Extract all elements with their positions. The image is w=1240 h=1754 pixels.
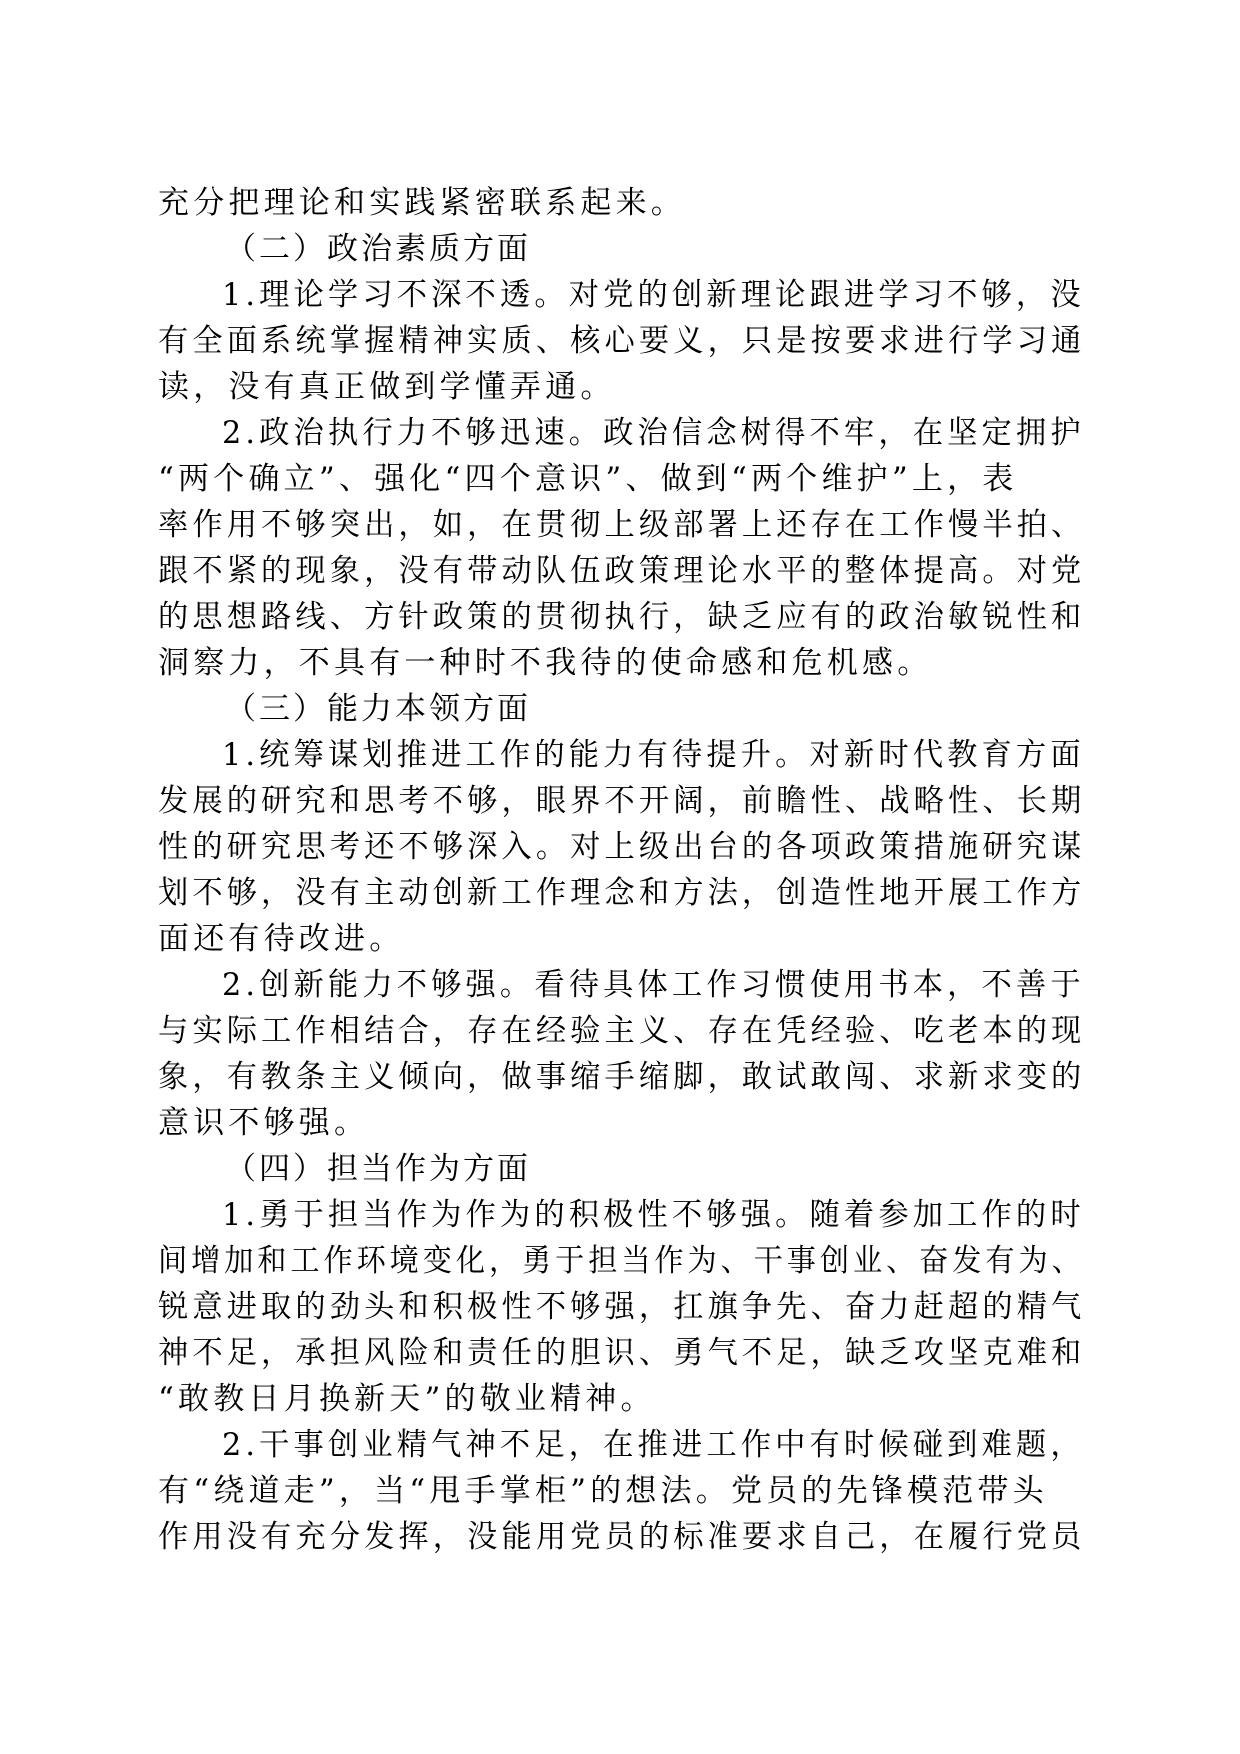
text-line: 神不足，承担风险和责任的胆识、勇气不足，缺乏攻坚克难和 — [158, 1335, 1086, 1371]
section-heading: （二）政治素质方面 — [225, 231, 531, 267]
text-line: 与实际工作相结合，存在经验主义、存在凭经验、吃老本的现 — [158, 1013, 1086, 1049]
text-line: 性的研究思考还不够深入。对上级出台的各项政策措施研究谋 — [158, 829, 1086, 865]
text-line: 2.政治执行力不够迅速。政治信念树得不牢，在坚定拥护 — [222, 415, 1085, 451]
text-line: 1.统筹谋划推进工作的能力有待提升。对新时代教育方面 — [222, 737, 1085, 773]
text-line: 面还有待改进。 — [158, 921, 405, 957]
text-line: 充分把理论和实践紧密联系起来。 — [158, 185, 686, 221]
text-line: 跟不紧的现象，没有带动队伍政策理论水平的整体提高。对党 — [158, 553, 1086, 589]
section-heading: （四）担当作为方面 — [225, 1151, 531, 1187]
text-line: 2.干事创业精气神不足，在推进工作中有时候碰到难题， — [222, 1427, 1085, 1463]
text-line: 间增加和工作环境变化，勇于担当作为、干事创业、奋发有为、 — [158, 1243, 1085, 1279]
text-line: 1.勇于担当作为作为的积极性不够强。随着参加工作的时 — [222, 1197, 1085, 1233]
text-line: 意识不够强。 — [158, 1105, 370, 1141]
section-heading: （三）能力本领方面 — [225, 691, 531, 727]
text-line: 的思想路线、方针政策的贯彻执行，缺乏应有的政治敏锐性和 — [158, 599, 1086, 635]
text-line: 有全面系统掌握精神实质、核心要义，只是按要求进行学习通 — [158, 323, 1086, 359]
text-line: 1.理论学习不深不透。对党的创新理论跟进学习不够，没 — [222, 277, 1085, 313]
text-line: “敢教日月换新天”的敬业精神。 — [158, 1381, 656, 1417]
text-line: 象，有教条主义倾向，做事缩手缩脚，敢试敢闯、求新求变的 — [158, 1059, 1086, 1095]
text-line: 划不够，没有主动创新工作理念和方法，创造性地开展工作方 — [158, 875, 1086, 911]
text-line: 洞察力，不具有一种时不我待的使命感和危机感。 — [158, 645, 933, 681]
text-line: 读，没有真正做到学懂弄通。 — [158, 369, 616, 405]
text-line: 有“绕道走”，当“甩手掌柜”的想法。党员的先锋模范带头 — [158, 1473, 1048, 1509]
text-line: 2.创新能力不够强。看待具体工作习惯使用书本，不善于 — [222, 967, 1085, 1003]
text-line: 作用没有充分发挥，没能用党员的标准要求自己，在履行党员 — [158, 1519, 1086, 1555]
text-line: 锐意进取的劲头和积极性不够强，扛旗争先、奋力赶超的精气 — [158, 1289, 1086, 1325]
text-line: 发展的研究和思考不够，眼界不开阔，前瞻性、战略性、长期 — [158, 783, 1086, 819]
text-line: 率作用不够突出，如，在贯彻上级部署上还存在工作慢半拍、 — [158, 507, 1086, 543]
text-line: “两个确立”、强化“四个意识”、做到“两个维护”上，表 — [158, 461, 1018, 497]
